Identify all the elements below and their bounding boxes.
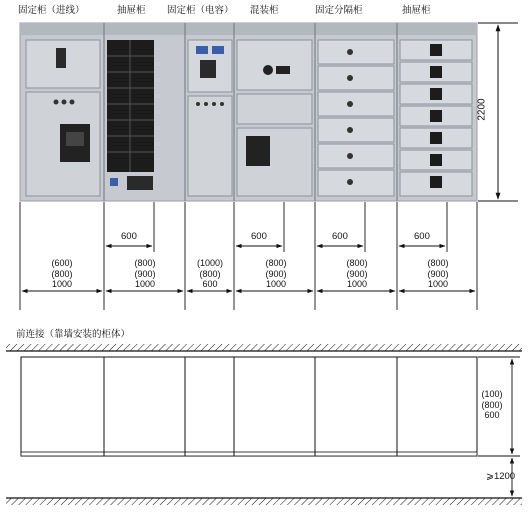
cabinet-label-partitioned: 固定分隔柜 [315,5,363,16]
cabinet-label-drawer-2: 抽屉柜 [402,5,431,16]
cabinet-label-drawer-1: 抽屉柜 [117,5,146,16]
width-option: (800) [346,258,368,268]
height-label: 2200 [476,98,488,121]
depth-options [472,389,512,421]
panel-capacitor [188,40,232,196]
width-option: 600 [202,279,218,289]
width-option: (800) [265,258,287,268]
width-option: (800) [134,258,156,268]
width-options-mixed [251,258,301,290]
cabinet-label-incoming: 固定柜（进线） [18,5,85,16]
width-options-capacitor [185,258,235,290]
width-option: 1000 [51,279,73,289]
width-options-drawer-2 [413,258,463,290]
plan-title: 前连接（靠墙安装的柜体） [16,329,131,340]
panel-partitioned [318,40,394,196]
clearance-label: ⩾1200 [486,471,516,482]
width-options-partitioned [332,258,382,290]
width-option: (900) [265,268,287,279]
panel-drawer-2 [400,40,472,196]
width-option: (800) [427,258,449,268]
extension-lines [20,202,477,310]
panel-drawer-1 [107,40,154,190]
width-option: (900) [134,268,156,279]
width-option: (800) [199,268,221,279]
width-option: 1000 [265,279,287,289]
width-option: (900) [427,268,449,279]
unit-width-label-1: 600 [121,231,137,242]
width-option: (900) [346,268,368,279]
unit-width-label-4: 600 [414,231,430,242]
unit-width-label-2: 600 [251,231,267,242]
cabinet-label-capacitor: 固定柜（电容） [167,5,234,16]
width-option: 1000 [346,279,368,289]
width-option: 1000 [134,279,156,289]
width-options-drawer-1 [120,258,170,290]
width-option: (600) [51,258,73,268]
panel-incoming [26,40,100,196]
panel-mixed [237,40,312,196]
plan-view [6,344,522,505]
unit-width-label-3: 600 [332,231,348,242]
depth-option: (100) [481,389,503,399]
cabinet-elevation [20,23,477,201]
cabinet-label-mixed: 混装柜 [250,5,279,16]
width-option: 1000 [427,279,449,289]
depth-option: (800) [481,399,503,410]
width-options-incoming [37,258,87,290]
width-option: (800) [51,268,73,279]
depth-option: 600 [484,410,500,420]
width-option: (1000) [196,258,223,268]
